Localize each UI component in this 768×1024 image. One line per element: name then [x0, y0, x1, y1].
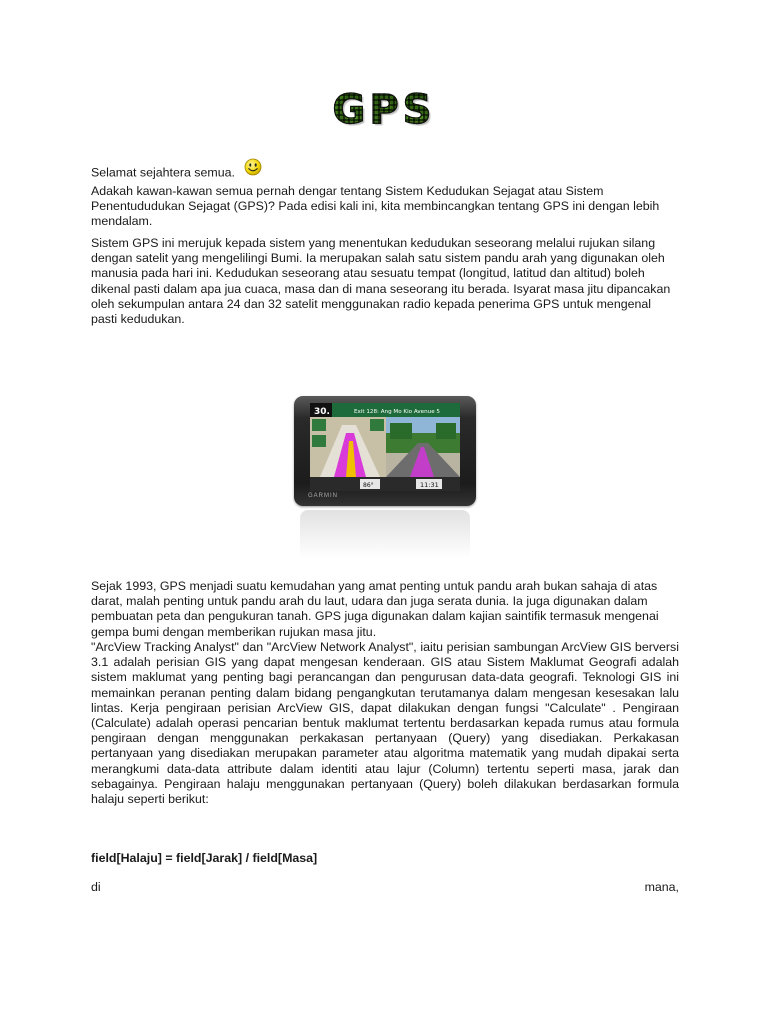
gps-device-image	[294, 396, 476, 566]
formula-line: field[Halaju] = field[Jarak] / field[Masa]	[91, 851, 318, 865]
gps-device-reflection	[300, 510, 470, 558]
gps-temp-text: 86°	[363, 482, 374, 489]
paragraph-gps-system: Sistem GPS ini merujuk kepada sistem yang menentukan kedudukan seseorang melalui rujukan silang dengan satelit yang mengelilingi Bumi. Ia merupakan salah satu sistem pandu arah yang digunakan oleh manusia pada hari ini. Kedudukan seseorang atau sesuatu tempat (longitud, latitud dan altitud) boleh dikenal pasti dalam apa jua cuaca, masa dan di mana seseorang itu berada. Isyarat masa jitu dipancakan oleh sekumpulan antara 24 dan 32 satelit menggunakan radio kepada penerima GPS untuk mengenal pasti kedudukan.	[91, 236, 671, 327]
trailing-word-left: di	[91, 880, 101, 894]
paragraph-arcview: "ArcView Tracking Analyst" dan "ArcView Network Analyst", iaitu perisian sambungan ArcView GIS berversi 3.1 adalah perisian GIS yang dapat mengesan kenderaan. GIS atau Sistem Maklumat Geografi adalah sistem maklumat yang penting bagi perancangan dan pengurusan data-data geografi. Teknologi GIS ini memainkan peranan penting dalam bidang pengangkutan terutamanya dalam mengesan kesesakan lalu lintas. Kerja pengiraan perisian ArcView GIS, dapat dilakukan dengan fungsi "Calculate" . Pengiraan (Calculate) adalah operasi pencarian bentuk maklumat tertentu berdasarkan kepada rumus atau formula pengiraan dengan menggunakan perkakasan pertanyaan (Query) yang disediakan. Perkakasan pertanyaan yang disediakan merupakan parameter atau algoritma matematik yang mudah dipakai serta merangkumi data-data attribute dalam identiti atau lajur (Column) tertentu seperti masa, jarak dan sebagainya. Pengiraan halaju menggunakan pertanyaan (Query) boleh dilakukan berdasarkan formula halaju seperti berikut:	[91, 640, 679, 807]
page-title: GPS	[333, 84, 436, 136]
greeting-line	[91, 164, 679, 182]
greeting-text: Selamat sejahtera semua.	[91, 165, 235, 180]
title-container	[0, 84, 768, 136]
trailing-word-right: mana,	[644, 880, 679, 894]
paragraph-history: Sejak 1993, GPS menjadi suatu kemudahan yang amat penting untuk pandu arah bukan sahaja di atas darat, malah penting untuk pandu arah du laut, udara dan juga serata dunia. Ia juga digunakan dalam pembuatan peta dan pengukuran tanah. GPS juga digunakan dalam kajian saintifik termasuk mengenai gempa bumi dengan memberikan rujukan masa jitu.	[91, 579, 659, 639]
gps-speed-text: 30.	[314, 407, 330, 417]
gps-brand-label: GARMIN	[308, 493, 338, 499]
gps-time-text: 11:31	[420, 481, 439, 489]
paragraph-intro: Adakah kawan-kawan semua pernah dengar tentang Sistem Kedudukan Sejagat atau Sistem Penentududukan Sejagat (GPS)? Pada edisi kali ini, kita membincangkan tentang GPS ini dengan lebih mendalam.	[91, 184, 660, 229]
gps-device-screen	[310, 403, 460, 491]
gps-street-text: Exit 128: Ang Mo Kio Avenue 5	[354, 409, 440, 415]
smiley-icon	[244, 158, 262, 176]
gps-device-body	[294, 396, 476, 506]
